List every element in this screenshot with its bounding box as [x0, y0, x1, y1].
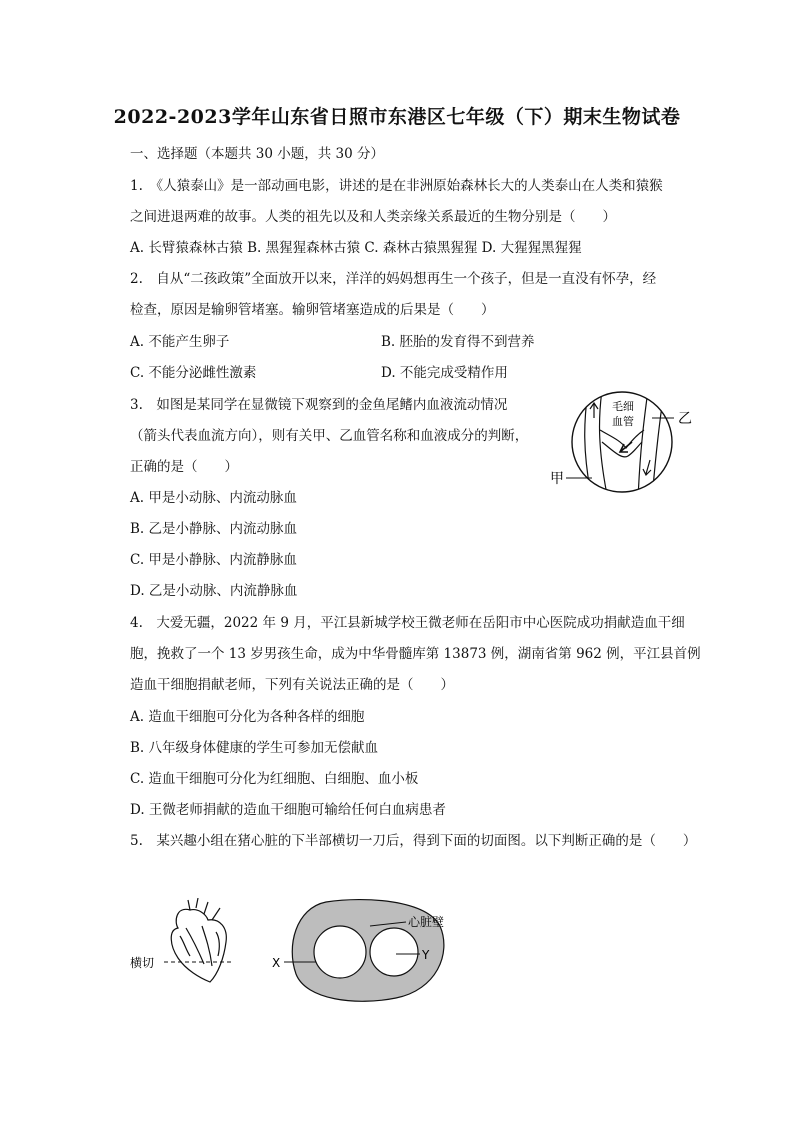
cut-label: 横切 — [130, 956, 155, 970]
section-heading: 一、选择题（本题共 30 小题，共 30 分） — [130, 146, 385, 162]
q4-stem-line3: 造血干细胞捐献老师，下列有关说法正确的是（ ） — [130, 677, 454, 693]
label-jia: 甲 — [550, 471, 564, 487]
label-yi: 乙 — [678, 411, 692, 427]
q3-option-b: B. 乙是小静脉、内流动脉血 — [130, 521, 298, 537]
q4-option-a: A. 造血干细胞可分化为各种各样的细胞 — [130, 709, 365, 725]
q1-stem-line1: 1. 《人猿泰山》是一部动画电影，讲述的是在非洲原始森林长大的人类泰山在人类和猿猴 — [130, 178, 663, 194]
q4-option-d: D. 王微老师捐献的造血干细胞可输给任何白血病患者 — [130, 802, 446, 818]
q4-stem-line2: 胞，挽救了一个 13 岁男孩生命，成为中华骨髓库第 13873 例，湖南省第 962 例，平江县首例 — [130, 646, 701, 662]
label-y: Y — [422, 948, 430, 962]
q4-option-c: C. 造血干细胞可分化为红细胞、白细胞、血小板 — [130, 771, 419, 787]
q4-stem-line1: 4. 大爱无疆，2022 年 9 月，平江县新城学校王微老师在岳阳市中心医院成功捐献造血干细 — [130, 615, 685, 631]
q3-stem-line3: 正确的是（ ） — [130, 459, 238, 475]
q1-options: A. 长臂猿森林古猿 B. 黑猩猩森林古猿 C. 森林古猿黑猩猩 D. 大猩猩黑猩猩 — [130, 240, 582, 256]
chamber-x — [314, 926, 366, 978]
q3-option-a: A. 甲是小动脉、内流动脉血 — [130, 490, 297, 506]
label-x: X — [272, 956, 281, 970]
blood-flow-figure — [540, 390, 700, 500]
q3-stem-line2: （箭头代表血流方向），则有关甲、乙血管名称和血液成分的判断， — [130, 428, 529, 444]
q2-option-a: A. 不能产生卵子 — [130, 334, 230, 350]
chamber-y — [370, 928, 418, 976]
q1-stem-line2: 之间进退两难的故事。人类的祖先以及和人类亲缘关系最近的生物分别是（ ） — [130, 209, 616, 225]
heart-sketch-figure — [128, 898, 243, 983]
heart-detail-lines — [180, 932, 219, 956]
q2-option-b: B. 胚胎的发育得不到营养 — [381, 334, 535, 350]
capillary-label-1: 毛细 — [612, 400, 634, 413]
q2-stem-line2: 检查，原因是输卵管堵塞。输卵管堵塞造成的后果是（ ） — [130, 302, 495, 318]
q2-option-c: C. 不能分泌雌性激素 — [130, 365, 257, 381]
q2-stem-line1: 2. 自从“二孩政策”全面放开以来，洋洋的妈妈想再生一个孩子，但是一直没有怀孕，经 — [130, 271, 657, 287]
page-title: 2022-2023学年山东省日照市东港区七年级（下）期末生物试卷 — [113, 106, 681, 128]
q2-option-d: D. 不能完成受精作用 — [381, 365, 508, 381]
heart-outline — [171, 909, 226, 982]
capillary-label-2: 血管 — [612, 415, 634, 428]
wall-label: 心脏壁 — [408, 915, 445, 929]
q4-option-b: B. 八年级身体健康的学生可参加无偿献血 — [130, 740, 379, 756]
q3-stem-line1: 3. 如图是某同学在显微镜下观察到的金鱼尾鳍内血液流动情况 — [130, 397, 508, 413]
q3-option-c: C. 甲是小静脉、内流静脉血 — [130, 552, 297, 568]
heart-surface-lines — [186, 926, 212, 966]
heart-cross-section-figure — [266, 896, 466, 1006]
q5-stem-line1: 5. 某兴趣小组在猪心脏的下半部横切一刀后，得到下面的切面图。以下判断正确的是（ ） — [130, 833, 697, 849]
q3-option-d: D. 乙是小动脉、内流静脉血 — [130, 583, 298, 599]
